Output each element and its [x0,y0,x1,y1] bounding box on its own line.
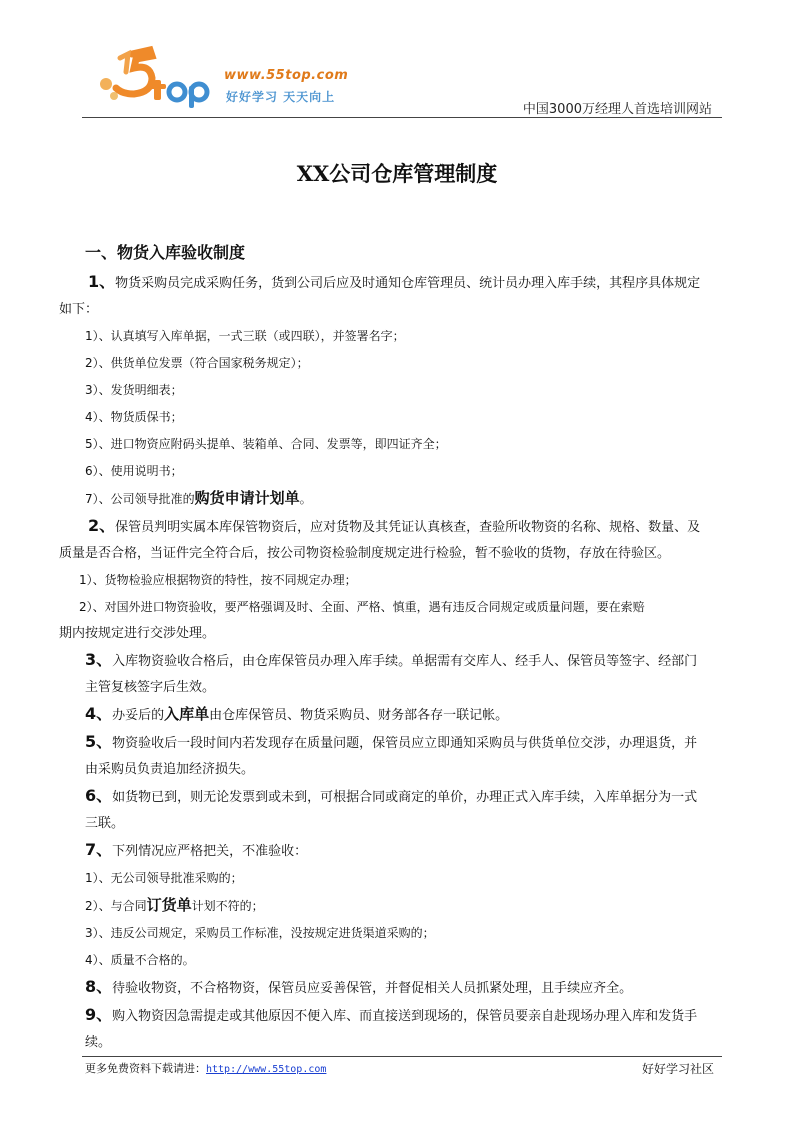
list-item-text: 。 [299,492,312,506]
emphasis-text: 入库单 [164,705,210,723]
paragraph-number: 3、 [85,650,113,669]
paragraph-2-cont: 质量是否合格，当证件完全符合后，按公司物资检验制度规定进行检验，暂不验收的货物，存放在待验区。 [59,546,671,561]
paragraph-9-cont: 续。 [85,1035,112,1050]
footer-community: 好好学习社区 [641,1062,714,1076]
list-item: 1）、无公司领导批准采购的； [85,871,243,885]
paragraph-text: 购入物资因急需提走或其他原因不便入库、而直接送到现场的，保管员要亲自赴现场办理入库和发货手 [112,1009,698,1024]
paragraph-1 [88,269,745,297]
paragraph-7 [85,837,745,865]
list-item-cont: 期内按规定进行交涉处理。 [59,626,216,641]
logo-mark-icon [92,44,222,114]
paragraph-1-cont: 如下： [59,302,99,317]
paragraph-text: 如货物已到，则无论发票到或未到，可根据合同或商定的单价，办理正式入库手续，入库单据分为一式 [112,790,698,805]
logo-slogan: 好好学习 天天向上 [226,90,336,104]
footer-divider [82,1056,722,1057]
list-item: 3）、发货明细表； [85,383,183,397]
emphasis-text: 订货单 [146,896,192,914]
footer-download [85,1060,326,1076]
paragraph-number: 8、 [85,977,113,996]
list-item: 1）、货物检验应根据物资的特性，按不同规定办理； [79,573,357,587]
paragraph-text: 入库物资验收合格后，由仓库保管员办理入库手续。单据需有交库人、经手人、保管员等签字、经部门 [112,654,698,669]
list-item: 1）、认真填写入库单据，一式三联（或四联），并签署名字； [85,329,405,343]
paragraph-number: 6、 [85,786,113,805]
header-divider [82,117,722,118]
footer-link[interactable]: http://www.55top.com [206,1064,327,1075]
paragraph-number: 7、 [85,840,113,859]
list-item: 2）、对国外进口物资验收，要严格强调及时、全面、严格、慎重，遇有违反合同规定或质量问题，要在索赔 [79,600,645,614]
paragraph-3-cont: 主管复核签字后生效。 [85,680,216,695]
paragraph-text: 保管员判明实属本库保管物资后，应对货物及其凭证认真核查，查验所收物资的名称、规格、数量、及 [115,520,701,535]
list-item: 5）、进口物资应附码头提单、装箱单、合同、发票等，即四证齐全； [85,437,447,451]
emphasis-text: 购货申请计划单 [194,489,300,507]
list-item: 4）、质量不合格的。 [85,953,195,967]
paragraph-number: 1、 [88,272,116,291]
document-title: XX公司仓库管理制度 [296,161,498,186]
paragraph-9 [85,1002,745,1030]
site-logo[interactable] [92,44,352,114]
paragraph-8 [85,974,745,1002]
paragraph-number: 9、 [85,1005,113,1024]
list-item-text: 计划不符的； [191,899,264,913]
paragraph-text: 下列情况应严格把关，不准验收： [112,844,308,859]
list-item: 4）、物货质保书； [85,410,183,424]
paragraph-text: 办妥后的 [112,708,165,723]
list-item [85,485,745,513]
document-body [59,240,745,1056]
paragraph-number: 2、 [88,516,116,535]
paragraph-number: 4、 [85,704,113,723]
page-header [82,40,722,120]
paragraph-text: 待验收物资，不合格物资，保管员应妥善保管，并督促相关人员抓紧处理，且手续应齐全。 [112,981,633,996]
paragraph-5 [85,729,745,757]
paragraph-6-cont: 三联。 [85,816,125,831]
paragraph-text: 由仓库保管员、物货采购员、财务部各存一联记帐。 [209,708,509,723]
footer-label: 更多免费资料下载请进： [85,1062,206,1075]
logo-url: www.55top.com [224,68,349,83]
paragraph-5-cont: 由采购员负责追加经济损失。 [85,762,255,777]
list-item-text: 7）、公司领导批准的 [85,492,195,506]
list-item-text: 2）、与合同 [85,899,147,913]
list-item: 2）、供货单位发票（符合国家税务规定）； [85,356,309,370]
paragraph-text: 物货采购员完成采购任务，货到公司后应及时通知仓库管理员、统计员办理入库手续，其程序具体规定 [115,276,701,291]
section-heading: 一、物货入库验收制度 [85,243,246,262]
paragraph-number: 5、 [85,732,113,751]
paragraph-text: 物资验收后一段时间内若发现存在质量问题，保管员应立即通知采购员与供货单位交涉，办理退货，并 [112,736,698,751]
list-item: 6）、使用说明书； [85,464,183,478]
list-item [85,892,745,920]
list-item: 3）、违反公司规定，采购员工作标准，没按规定进货渠道采购的； [85,926,435,940]
paragraph-2 [88,513,745,541]
paragraph-6 [85,783,745,811]
paragraph-3 [85,647,745,675]
site-tagline: 中国3000万经理人首选培训网站 [522,102,712,117]
paragraph-4 [85,701,745,729]
